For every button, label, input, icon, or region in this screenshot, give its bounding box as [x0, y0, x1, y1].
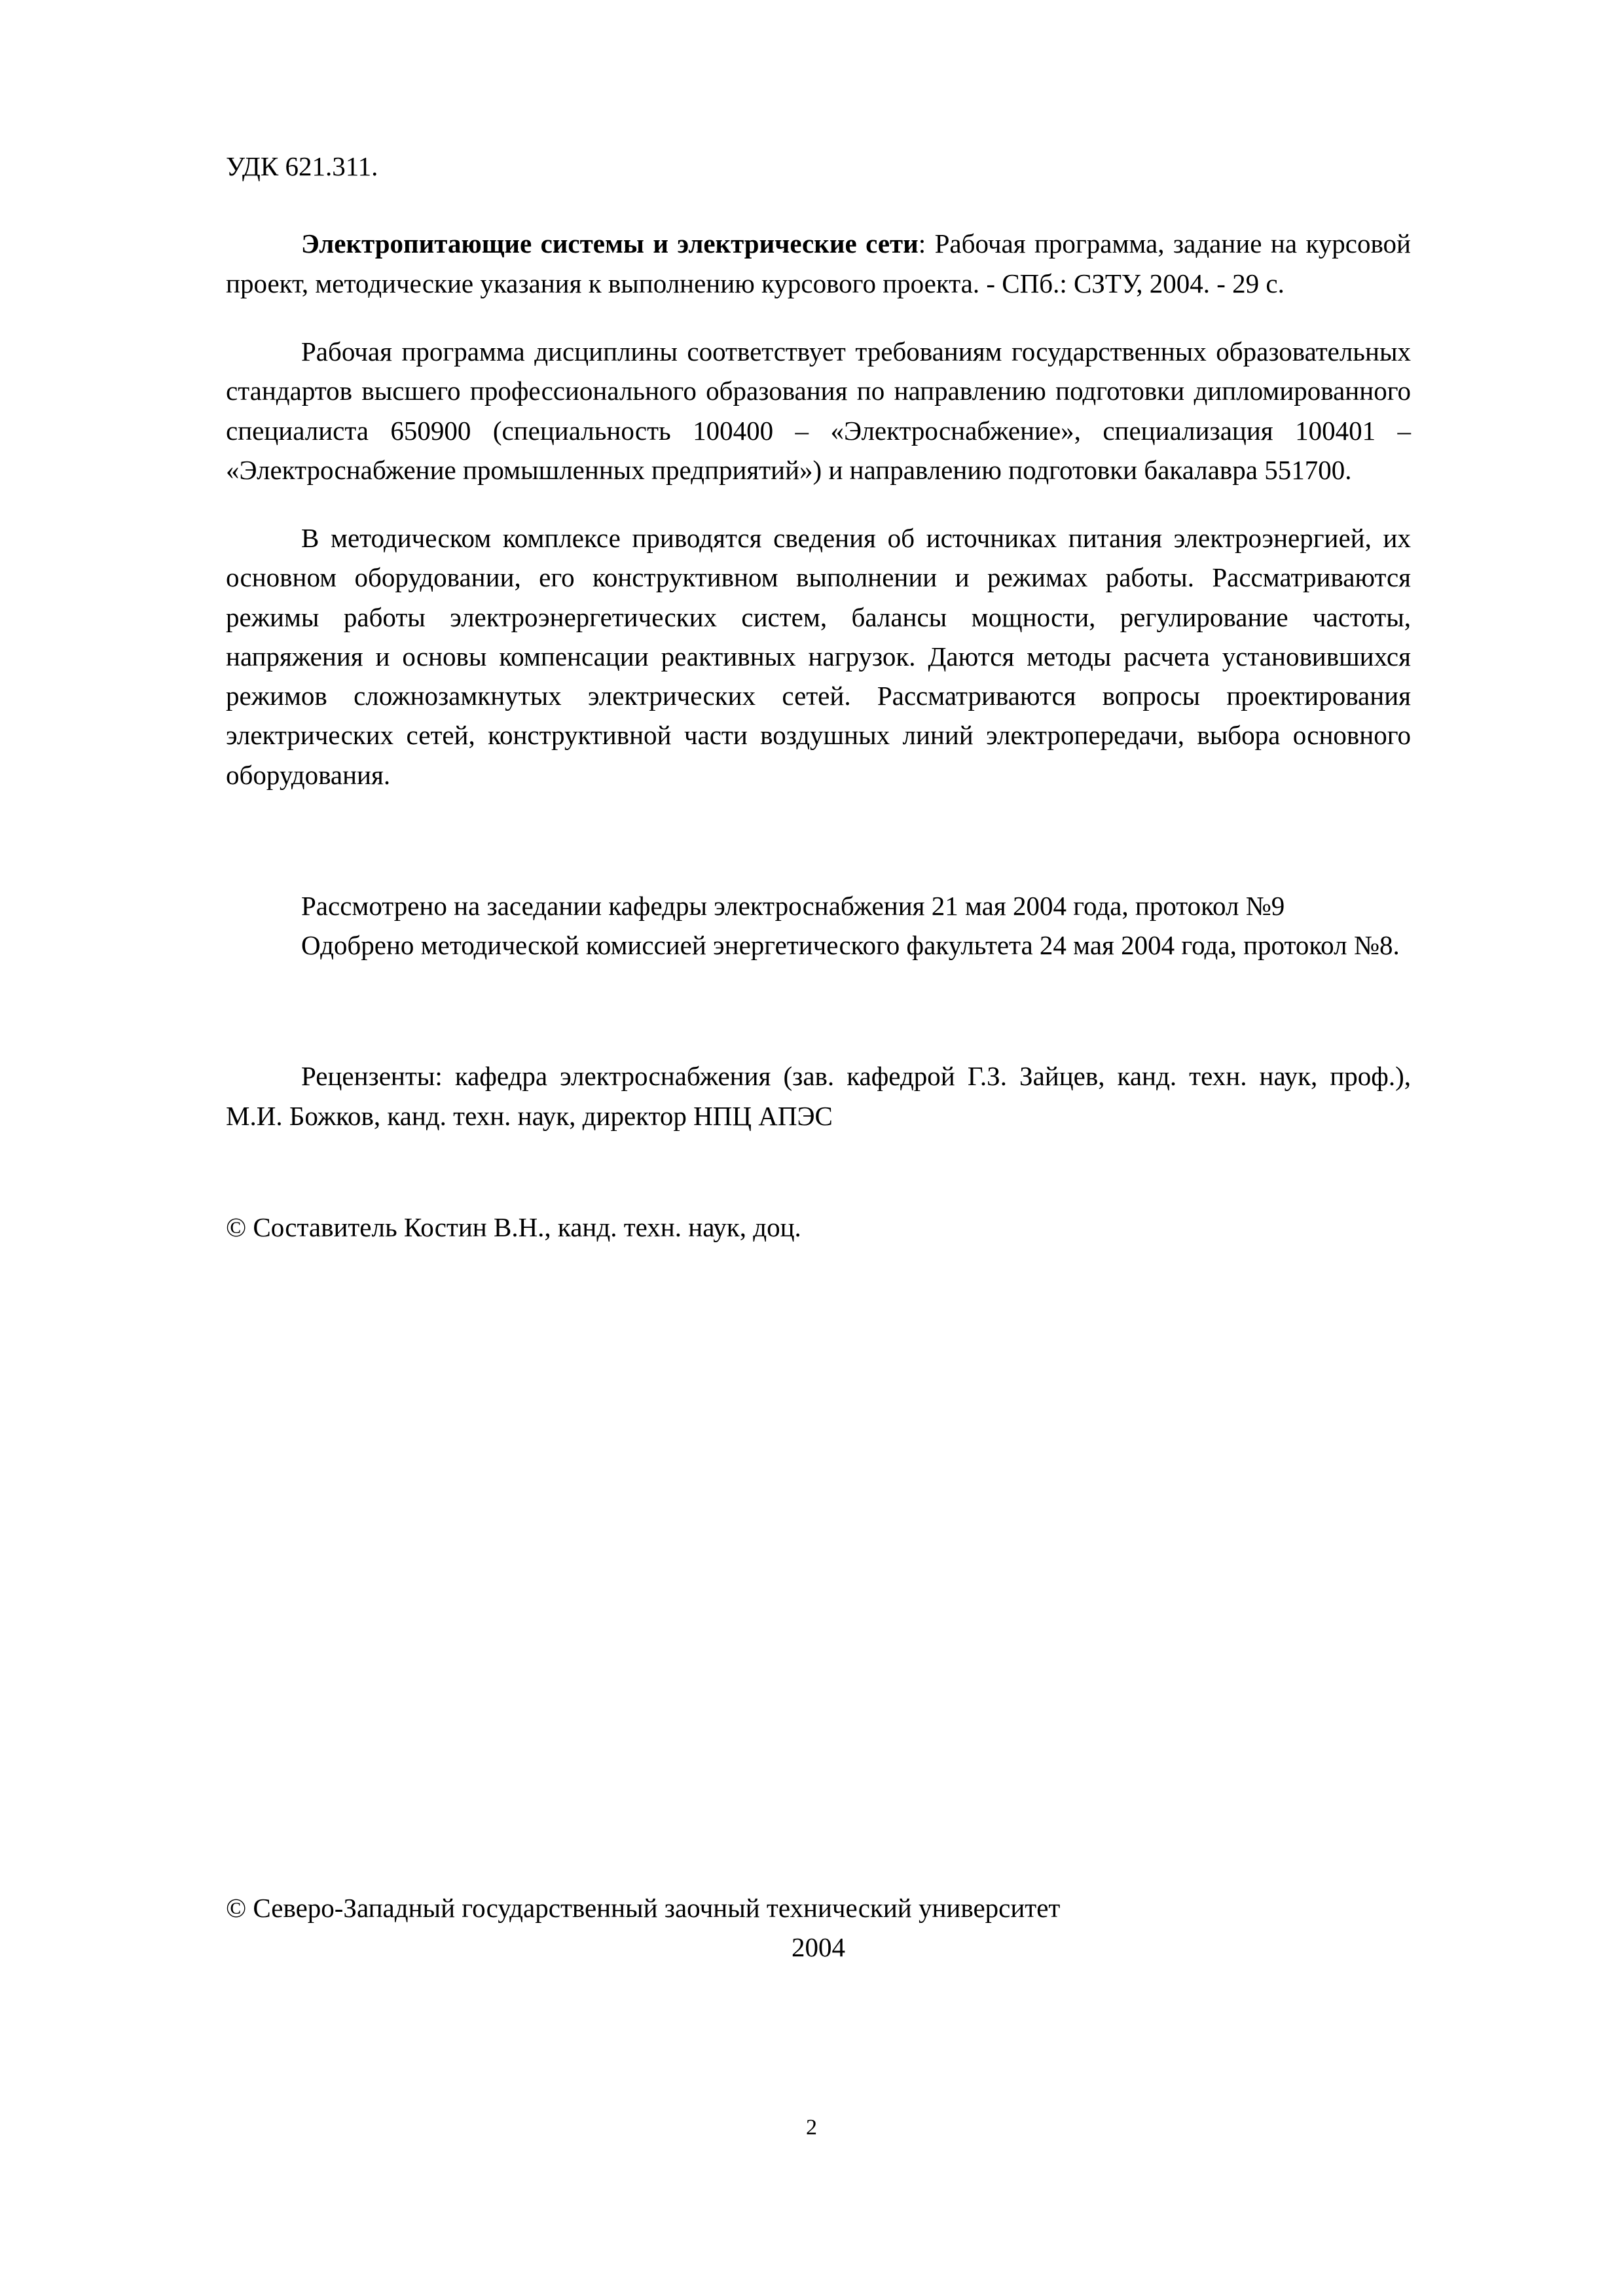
spacer	[226, 1136, 1411, 1208]
spacer	[226, 965, 1411, 1056]
title-paragraph	[226, 224, 1411, 303]
spacer	[226, 490, 1411, 518]
publisher-year: 2004	[792, 1932, 845, 1963]
title-bold-text: Электропитающие системы и электрические сети	[301, 228, 919, 259]
approval-paragraph-2: Одобрено методической комиссией энергетического факультета 24 мая 2004 года, протокол №8.	[301, 930, 1400, 961]
reviewers-paragraph: Рецензенты: кафедра электроснабжения (зав. кафедрой Г.З. Зайцев, канд. техн. наук, проф.), М.И. Божков, канд. техн. наук, директор НПЦ АПЭС	[226, 1061, 1411, 1131]
document-body	[226, 147, 1411, 1247]
compiler-line: © Составитель Костин В.Н., канд. техн. наук, доц.	[226, 1211, 801, 1242]
spacer	[226, 303, 1411, 332]
spacer	[226, 795, 1411, 886]
approval-paragraph-1: Рассмотрено на заседании кафедры электроснабжения 21 мая 2004 года, протокол №9	[301, 890, 1285, 921]
title-rest-text: : Рабочая программа, задание на курсовой проект, методические указания к выполнению курсового проекта. - СПб.: СЗТУ, 2004. - 29 с.	[226, 228, 1411, 298]
publisher-block	[226, 1888, 1411, 1967]
methodical-complex-paragraph: В методическом комплексе приводятся сведения об источниках питания электроэнергией, их основном оборудовании, его конструктивном выполнении и режимах работы. Рассматриваются режимы работы электроэнергетических систем, балансы мощности, регулирование частоты, напряжения и основы компенсации реактивных нагрузок. Даются методы расчета установившихся режимов сложнозамкнутых электрических сетей. Рассматриваются вопросы проектирования электрических сетей, конструктивной части воздушных линий электропередачи, выбора основного оборудования.	[226, 523, 1411, 790]
udk-line: УДК 621.311.	[226, 151, 378, 181]
standards-paragraph: Рабочая программа дисциплины соответствует требованиям государственных образовательных стандартов высшего профессионального образования по направлению подготовки дипломированного специалиста 650900 (специальность 100400 – «Электроснабжение», специализация 100401 – «Электроснабжение промышленных предприятий») и направлению подготовки бакалавра 551700.	[226, 336, 1411, 485]
page-number: 2	[806, 2115, 817, 2140]
spacer	[226, 186, 1411, 224]
publisher-line: © Северо-Западный государственный заочный технический университет	[226, 1893, 1061, 1923]
